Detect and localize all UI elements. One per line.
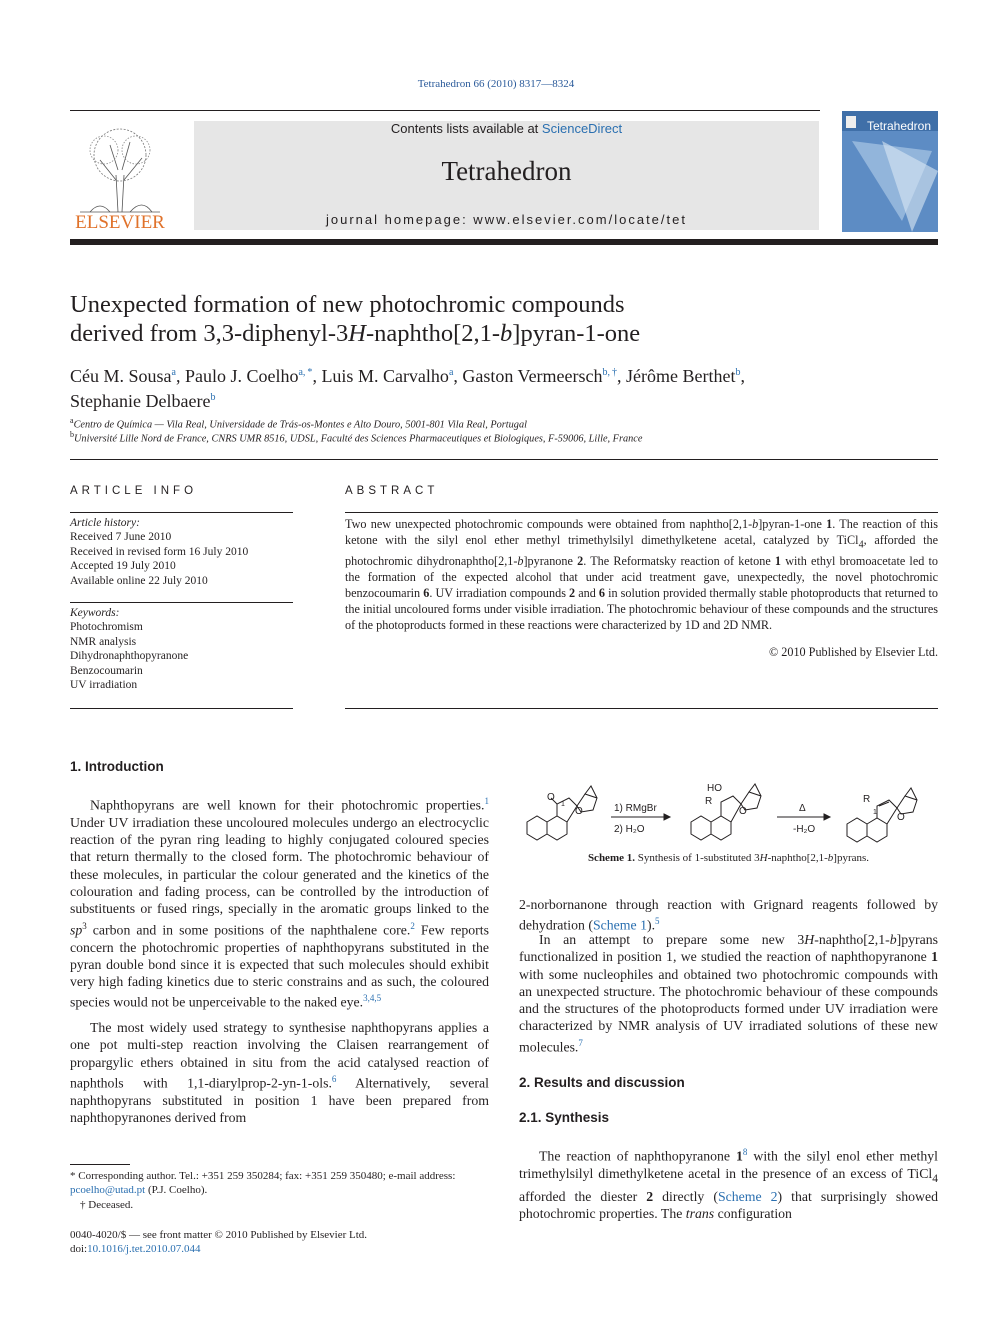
- author-sep: ,: [617, 366, 627, 386]
- scheme-1-figure: [519, 772, 938, 852]
- ref-link[interactable]: 6: [331, 1073, 337, 1084]
- affil-mark: b: [70, 430, 74, 439]
- scheme-label: 1: [873, 809, 877, 816]
- keyword: UV irradiation: [70, 679, 138, 692]
- affil-mark: a: [70, 416, 74, 425]
- author-name[interactable]: Jérôme Berthet: [626, 366, 736, 386]
- intro-paragraph-2: The most widely used strategy to synthesise naphthopyrans applies a one pot multi-step reaction involving the Claisen rearrangement of propargylic ethers obtained in situ from the acid catalysed reaction of naphthols with 1,1-diarylprop-2-yn-1-ols.$^6$ Alternatively, several naphthopyrans substituted in position 1 have been prepared from naphthopyranones derived from: [70, 1020, 489, 1126]
- scheme-1-caption: Scheme 1. Synthesis of 1-substituted 3H-naphtho[2,1-b]pyrans.: [587, 852, 870, 864]
- title-part: H: [348, 320, 366, 347]
- author[interactable]: [70, 391, 215, 411]
- keyword: Benzocoumarin: [70, 664, 143, 677]
- history-item: Received in revised form 16 July 2010: [70, 545, 249, 558]
- author-name[interactable]: Luis M. Carvalho: [321, 366, 449, 386]
- author-name[interactable]: Céu M. Sousa: [70, 366, 172, 386]
- article-history: [70, 516, 293, 588]
- scheme-step-label: 2) H₂O: [614, 824, 645, 835]
- author[interactable]: [626, 366, 745, 386]
- col2-paragraph-1: 2-norbornanone through reaction with Grignard reagents followed by dehydration (Scheme 1).$^5$: [519, 897, 938, 933]
- contents-line: [194, 121, 819, 136]
- scheme-step-label: Δ: [799, 803, 806, 814]
- journal-citation[interactable]: Tetrahedron 66 (2010) 8317—8324: [417, 78, 575, 90]
- abstract-text: Two new unexpected photochromic compounds were obtained from naphtho[2,1-b]pyran-1-one 1. The reaction of this ketone with the silyl enol ether methyl trimethylsilyl dimethylketene acetal, catalyzed by TiCl$_4$, afforded the photochromic dihydronaphtho[2,1-b]pyranone 2. The Reformatsky reaction of ketone 1 with ethyl bromoacetate led to the formation of the expected alcohol that under acid treatment gave, unexpectedly, the novel photochromic benzocoumarin 6. UV irradiation compounds 2 and 6 in solution provided thermally stable photoproducts that returned to the initial uncoloured forms under visible irradiation. The photochromic behaviour of these compounds and the structures of the photoproducts formed in these reactions were characterized by 1D and 2D NMR.: [345, 517, 939, 633]
- history-item: Accepted 19 July 2010: [70, 560, 176, 573]
- ref-link[interactable]: 7: [578, 1037, 583, 1048]
- author-name[interactable]: Paulo J. Coelho: [184, 366, 299, 386]
- title-part: ]pyran-1-one: [512, 320, 641, 347]
- ref-link[interactable]: 5: [655, 916, 660, 927]
- scheme-link[interactable]: Scheme 2: [717, 1188, 778, 1204]
- author-name[interactable]: Stephanie Delbaere: [70, 391, 211, 411]
- scheme-link[interactable]: Scheme 1: [592, 917, 647, 933]
- ref-link[interactable]: 3,4,5: [363, 993, 382, 1004]
- col2-paragraph-3: The reaction of naphthopyranone $1^8$ with the silyl enol ether methyl trimethylsilyl dimethylketene acetal in the presence of an excess of TiCl$_4$ afforded the diester 2 directly (Scheme 2) that surprisingly showed photochromic properties. The trans configuration: [519, 1147, 938, 1222]
- abstract-rule: [345, 512, 938, 513]
- section-heading-results: 2. Results and discussion: [519, 1075, 685, 1090]
- front-matter-rule: [70, 459, 938, 460]
- author-sep: ,: [740, 366, 745, 386]
- journal-homepage[interactable]: journal homepage: www.elsevier.com/locate/tet: [326, 212, 687, 227]
- author[interactable]: [185, 366, 321, 386]
- affiliation-a: [70, 416, 930, 430]
- scheme-label: O: [575, 806, 583, 817]
- page-footer: [70, 1228, 367, 1256]
- keywords-label: Keywords:: [70, 607, 120, 619]
- tree-logo-icon: [70, 120, 170, 232]
- author-affil-mark[interactable]: a: [171, 367, 176, 378]
- intro-paragraph-1: Naphthopyrans are well known for their photochromic properties.$^1$ Under UV irradiation these uncoloured molecules undergo an electrocyclic reaction of the pyran ring leading to highly conjugated coloured species that return thermally to the closed form. The photochromic behaviour of these molecules, in particular the colour generated and the kinetics of the colouration and fading process, can be controlled by the introduction of substituents or fused rings, specially in the aromatic groups linked to the $sp^3$ carbon and in some positions of the naphthalene core.$^2$ Few reports concern the photochromic properties of naphthopyrans substituted in the pyran double bond since it is expected that such molecules should exhibit very high fading kinetics due to steric constrains and as such, the coloured species would not be unperceivable to the naked eye.$^{3,4,5}$: [70, 796, 489, 1011]
- title-line-2: [70, 319, 870, 348]
- ref-link[interactable]: 8: [742, 1147, 748, 1157]
- scheme-label: O: [739, 806, 747, 817]
- scheme-label: R: [863, 794, 871, 805]
- author-affil-mark[interactable]: b, †: [602, 367, 618, 378]
- abstract-heading: ABSTRACT: [345, 485, 439, 497]
- author-list: [70, 362, 930, 412]
- doi-prefix: doi:: [70, 1243, 88, 1255]
- header-rule: [70, 110, 820, 111]
- issn-line: 0040-4020/$ — see front matter © 2010 Published by Elsevier Ltd.: [70, 1229, 368, 1241]
- scheme-label: R: [705, 796, 713, 807]
- elsevier-wordmark: ELSEVIER: [75, 212, 165, 232]
- section-heading-introduction: 1. Introduction: [70, 759, 164, 774]
- keyword: Photochromism: [70, 621, 143, 634]
- history-item: Available online 22 July 2010: [70, 574, 208, 587]
- title-line-1: Unexpected formation of new photochromic compounds: [70, 291, 625, 318]
- article-info-heading: ARTICLE INFO: [70, 485, 198, 497]
- info-rule: [70, 602, 293, 603]
- abstract-copyright: © 2010 Published by Elsevier Ltd.: [768, 645, 938, 659]
- author-affil-mark[interactable]: a: [448, 367, 454, 378]
- author[interactable]: [70, 366, 185, 386]
- ref-link[interactable]: 2: [410, 920, 415, 931]
- title-part: -naphtho[2,1-: [365, 320, 501, 347]
- keyword: NMR analysis: [70, 635, 137, 648]
- author-affil-mark[interactable]: b: [210, 392, 216, 403]
- footnote-corresponding: * Corresponding author. Tel.: +351 259 350284; fax: +351 259 350480; e-mail address: pcoelho@utad.pt (P.J. Coelho).: [70, 1170, 456, 1196]
- author-affil-mark[interactable]: b: [735, 367, 741, 378]
- affil-text: Centro de Química — Vila Real, Universidade de Trás-os-Montes e Alto Douro, 5001-801 Vila Real, Portugal: [73, 419, 527, 431]
- author-name[interactable]: Gaston Vermeersch: [462, 366, 603, 386]
- keyword: Dihydronaphthopyranone: [70, 650, 189, 663]
- history-label: Article history:: [70, 517, 140, 529]
- journal-name[interactable]: Tetrahedron: [441, 156, 572, 186]
- abstract-rule: [345, 708, 938, 709]
- title-part: b: [500, 320, 513, 347]
- author-affil-mark[interactable]: a, *: [298, 367, 313, 378]
- email-link[interactable]: pcoelho@utad.pt: [70, 1184, 146, 1196]
- journal-cover[interactable]: [842, 111, 938, 232]
- elsevier-logo[interactable]: [70, 120, 170, 232]
- author-sep: ,: [453, 366, 463, 386]
- affil-text: Université Lille Nord de France, CNRS UMR 8516, UDSL, Faculté des Sciences Pharmaceutiques et Biologiques, F-59006, Lille, France: [74, 433, 643, 445]
- author-sep: ,: [312, 366, 322, 386]
- history-item: Received 7 June 2010: [70, 531, 172, 544]
- info-rule: [70, 512, 293, 513]
- doi-link[interactable]: 10.1016/j.tet.2010.07.044: [87, 1243, 201, 1255]
- scheme-label: O: [547, 792, 555, 803]
- masthead-bottom-rule: [70, 239, 938, 245]
- article-title: [70, 290, 870, 348]
- ref-link[interactable]: 1: [484, 796, 489, 806]
- scheme-label: O: [897, 812, 905, 823]
- info-rule: [70, 708, 293, 709]
- affiliation-b: [70, 430, 930, 444]
- footnote-deceased: † Deceased.: [80, 1199, 134, 1211]
- sciencedirect-link[interactable]: ScienceDirect: [541, 121, 623, 136]
- scheme-label: 1: [561, 801, 565, 808]
- footnote-rule: [70, 1164, 130, 1165]
- title-part: derived from 3,3-diphenyl-3: [70, 320, 349, 347]
- keywords: [70, 606, 293, 692]
- cover-image-icon: [842, 111, 938, 232]
- author[interactable]: [321, 366, 462, 386]
- scheme-step-label: -H₂O: [793, 824, 816, 835]
- author-sep: ,: [175, 366, 185, 386]
- scheme-1-drawing: [519, 772, 938, 852]
- section-heading-synthesis: 2.1. Synthesis: [519, 1110, 610, 1125]
- author[interactable]: [462, 366, 626, 386]
- col2-paragraph-2: In an attempt to prepare some new 3H-naphtho[2,1-b]pyrans functionalized in position 1, we studied the reaction of naphthopyranone 1 with some nucleophiles and obtained two photochromic compounds with an unexpected structure. The photochromic behaviour of these compounds and the structures of the photoproducts formed under UV irradiation were characterized by NMR analysis of UV irradiated solutions of these new molecules.$^7$: [519, 932, 938, 1055]
- cover-title: Tetrahedron: [866, 119, 932, 133]
- scheme-step-label: 1) RMgBr: [614, 803, 657, 814]
- scheme-label: HO: [707, 783, 722, 794]
- contents-prefix: Contents lists available at: [390, 121, 539, 136]
